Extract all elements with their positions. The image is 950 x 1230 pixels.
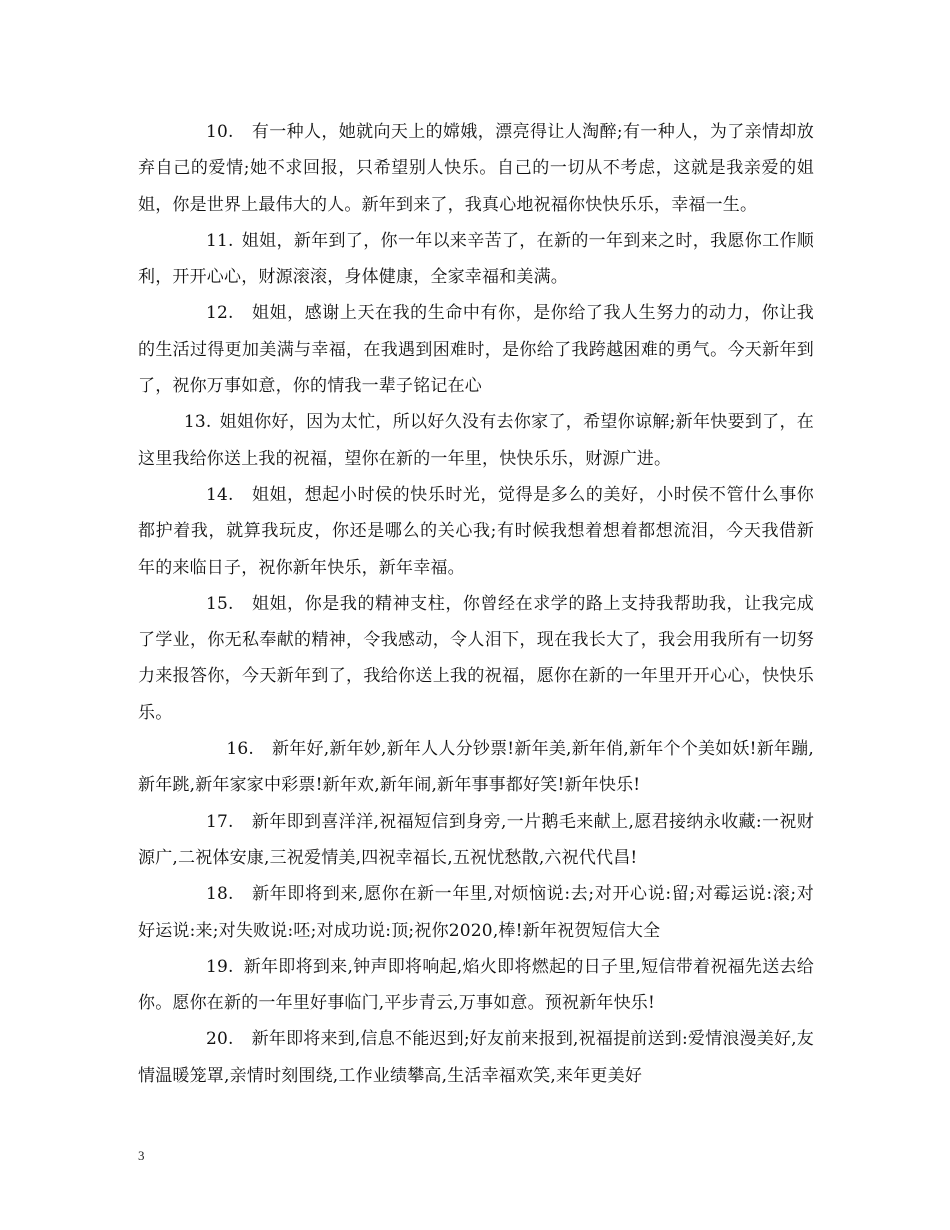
paragraph-16 [138, 731, 814, 804]
paragraph-15 [138, 586, 814, 731]
paragraph-text: 姐姐你好，因为太忙，所以好久没有去你家了，希望你谅解;新年快要到了，在这里我给你送上我的祝福，望你在新的一年里，快快乐乐，财源广进。 [138, 412, 814, 469]
paragraph-text: 姐姐，新年到了，你一年以来辛苦了，在新的一年到来之时，我愿你工作顺利，开开心心，财源滚滚，身体健康，全家幸福和美满。 [138, 230, 814, 288]
paragraph-text: 姐姐，想起小时侯的快乐时光，觉得是多么的美好，小时侯不管什么事你都护着我，就算我玩皮，你还是哪么的关心我;有时候我想着想着都想流泪，今天我借新年的来临日子，祝你新年快乐，新年幸福。 [138, 484, 814, 578]
paragraph-number: 11. [206, 230, 234, 251]
paragraph-number: 15. [206, 593, 234, 614]
paragraph-number: 19. [206, 956, 234, 977]
paragraph-number: 17. [206, 811, 234, 832]
paragraph-number: 13. [183, 412, 212, 433]
paragraph-text: 新年即将到来,钟声即将响起,焰火即将燃起的日子里,短信带着祝福先送去给你。愿你在新的一年里好事临门,平步青云,万事如意。预祝新年快乐! [138, 956, 814, 1014]
paragraph-11 [138, 223, 814, 296]
paragraph-10 [138, 114, 814, 223]
paragraph-number: 12. [206, 303, 234, 324]
document-body [138, 114, 814, 1094]
paragraph-number: 20. [206, 1029, 234, 1050]
paragraph-text: 新年即将来到,信息不能迟到;好友前来报到,祝福提前送到:爱情浪漫美好,友情温暖笼罩,亲情时刻围绕,工作业绩攀高,生活幸福欢笑,来年更美好 [138, 1029, 814, 1086]
paragraph-number: 14. [206, 484, 234, 505]
paragraph-14 [138, 477, 814, 586]
paragraph-text: 有一种人，她就向天上的嫦娥，漂亮得让人淘醉;有一种人，为了亲情却放弃自己的爱情;她不求回报，只希望别人快乐。自己的一切从不考虑，这就是我亲爱的姐姐，你是世界上最伟大的人。新年到来了，我真心地祝福你快快乐乐，幸福一生。 [138, 122, 814, 215]
paragraph-text: 新年即将到来,愿你在新一年里,对烦恼说:去;对开心说:留;对霉运说:滚;对好运说:来;对失败说:呸;对成功说:顶;祝你2020,棒!新年祝贺短信大全 [138, 884, 814, 941]
paragraph-number: 16. [226, 739, 255, 760]
paragraph-text: 新年好,新年妙,新年人人分钞票!新年美,新年俏,新年个个美如妖!新年蹦,新年跳,新年家家中彩票!新年欢,新年闹,新年事事都好笑!新年快乐! [138, 739, 814, 796]
paragraph-text: 姐姐，感谢上天在我的生命中有你，是你给了我人生努力的动力，你让我的生活过得更加美满与幸福，在我遇到困难时，是你给了我跨越困难的勇气。今天新年到了，祝你万事如意，你的情我一辈子铭记在心 [138, 303, 814, 397]
paragraph-18 [138, 876, 814, 949]
paragraph-17 [138, 804, 814, 877]
paragraph-13 [138, 404, 814, 477]
paragraph-number: 10. [206, 122, 234, 142]
paragraph-number: 18. [206, 884, 234, 905]
paragraph-text: 新年即到喜洋洋,祝福短信到身旁,一片鹅毛来献上,愿君接纳永收藏:一祝财源广,二祝体安康,三祝爱情美,四祝幸福长,五祝忧愁散,六祝代代昌! [138, 811, 814, 868]
paragraph-20 [138, 1021, 814, 1094]
paragraph-text: 姐姐，你是我的精神支柱，你曾经在求学的路上支持我帮助我，让我完成了学业，你无私奉献的精神，令我感动，令人泪下，现在我长大了，我会用我所有一切努力来报答你，今天新年到了，我给你送上我的祝福，愿你在新的一年里开开心心，快快乐乐。 [138, 593, 814, 723]
page-number: 3 [138, 1148, 145, 1163]
paragraph-12 [138, 295, 814, 404]
paragraph-19 [138, 949, 814, 1022]
